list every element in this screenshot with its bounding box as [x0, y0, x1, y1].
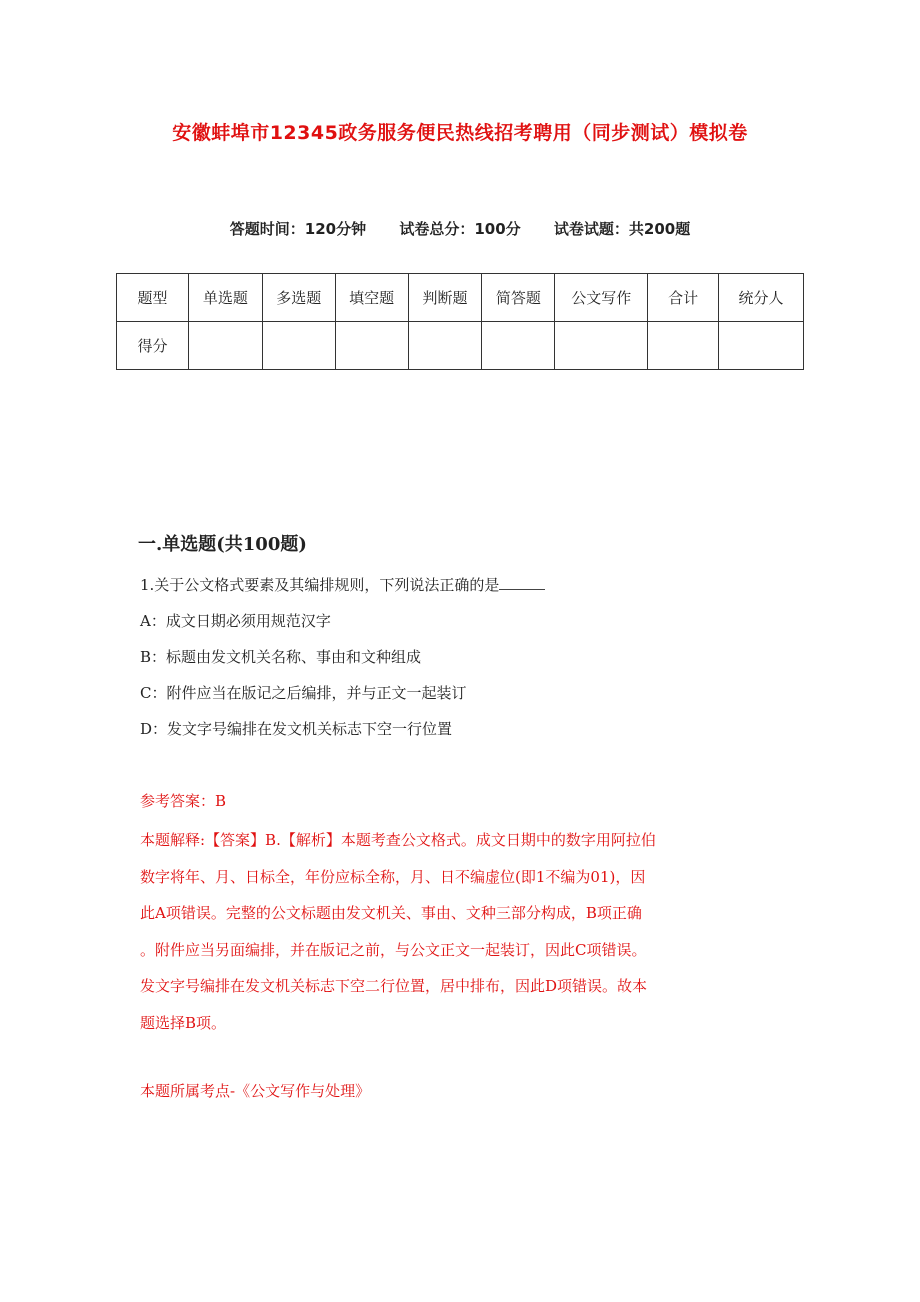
question-topic: 本题所属考点-《公文写作与处理》 — [140, 1082, 371, 1100]
header-cell: 题型 — [117, 274, 189, 322]
option-a: A：成文日期必须用规范汉字 — [140, 612, 331, 630]
option-b: B：标题由发文机关名称、事由和文种组成 — [140, 648, 422, 666]
score-cell — [648, 322, 719, 370]
reference-answer: 参考答案：B — [140, 792, 227, 810]
header-cell: 单选题 — [188, 274, 262, 322]
explanation-line: 发文字号编排在发文机关标志下空二行位置，居中排布，因此D项错误。故本 — [140, 977, 648, 995]
explanation-line: 。附件应当另面编排，并在版记之前，与公文正文一起装订，因此C项错误。 — [140, 940, 647, 959]
header-cell: 判断题 — [408, 274, 482, 322]
option-d: D：发文字号编排在发文机关标志下空一行位置 — [140, 720, 453, 738]
score-table — [116, 273, 804, 370]
question-stem-text: 1.关于公文格式要素及其编排规则，下列说法正确的是 — [140, 576, 500, 594]
header-cell: 填空题 — [335, 274, 408, 322]
score-row-label: 得分 — [117, 322, 189, 370]
score-table-score-row — [117, 322, 804, 370]
score-cell — [482, 322, 555, 370]
exam-question-count: 试卷试题：共200题 — [553, 220, 691, 238]
score-cell — [188, 322, 262, 370]
score-cell — [719, 322, 804, 370]
answer-blank — [499, 575, 545, 590]
explanation-line: 数字将年、月、日标全，年份应标全称，月、日不编虚位(即1不编为01)，因 — [140, 867, 646, 886]
option-c: C：附件应当在版记之后编排，并与正文一起装订 — [140, 684, 467, 702]
section-heading: 一.单选题(共100题) — [138, 534, 307, 555]
header-cell: 简答题 — [482, 274, 555, 322]
score-cell — [408, 322, 482, 370]
score-cell — [555, 322, 648, 370]
header-cell: 合计 — [648, 274, 719, 322]
score-cell — [262, 322, 335, 370]
question-stem — [140, 574, 545, 595]
explanation-line: 此A项错误。完整的公文标题由发文机关、事由、文种三部分构成，B项正确 — [140, 904, 642, 922]
exam-time: 答题时间：120分钟 — [229, 220, 367, 238]
exam-total-score: 试卷总分：100分 — [399, 220, 521, 238]
explanation-line: 本题解释:【答案】B.【解析】本题考查公文格式。成文日期中的数字用阿拉伯 — [140, 831, 656, 849]
score-table-header-row — [117, 274, 804, 322]
explanation-line: 题选择B项。 — [140, 1013, 227, 1032]
header-cell: 统分人 — [719, 274, 804, 322]
exam-meta — [0, 218, 920, 239]
header-cell: 多选题 — [262, 274, 335, 322]
answer-explanation — [140, 822, 780, 1041]
score-cell — [335, 322, 408, 370]
exam-title: 安徽蚌埠市12345政务服务便民热线招考聘用（同步测试）模拟卷 — [172, 122, 748, 144]
header-cell: 公文写作 — [555, 274, 648, 322]
